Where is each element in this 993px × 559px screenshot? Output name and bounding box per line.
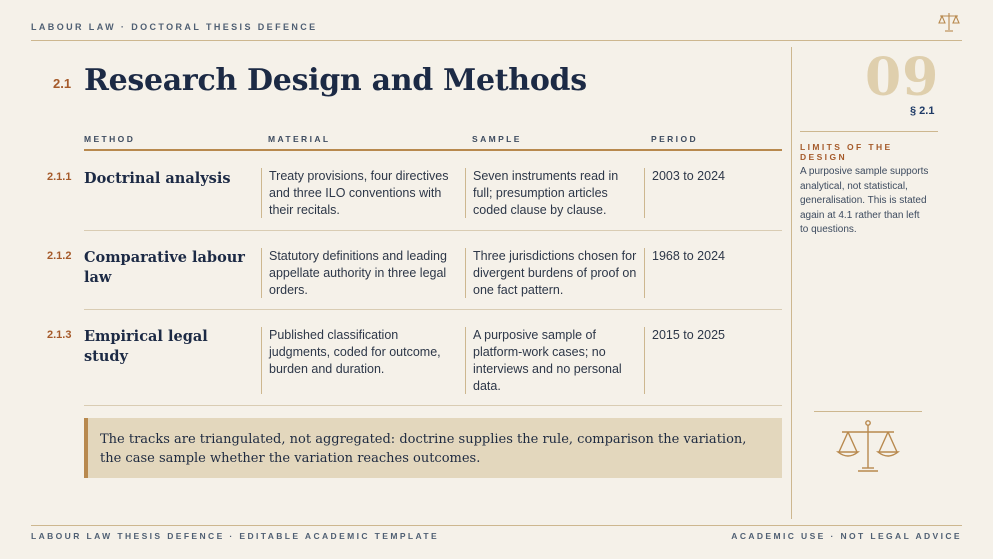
column-header-sample: SAMPLE [472, 134, 522, 144]
method-name: Empirical legal study [84, 328, 208, 365]
callout-line: The tracks are triangulated, not aggregated: doctrine supplies the rule, comparison the variation, [100, 432, 747, 447]
row-divider [84, 309, 782, 310]
callout-line: the case sample whether the variation reaches outcomes. [100, 451, 481, 466]
sample-cell: Three jurisdictions chosen for divergent burdens of proof on one fact pattern. [465, 248, 637, 298]
slide-number: 09 [865, 47, 940, 108]
sidebar-heading: LIMITS OF THE DESIGN [800, 142, 893, 162]
table-header-rule [84, 149, 782, 151]
sidebar-rule [800, 131, 938, 132]
column-header-method: METHOD [84, 134, 136, 144]
sidebar-body: A purposive sample supports analytical, not statistical, generalisation. This is stated again at 4.1 rather than left to questions. [800, 166, 929, 235]
column-header-material: MATERIAL [268, 134, 331, 144]
row-number: 2.1.1 [47, 171, 72, 183]
row-number: 2.1.3 [47, 329, 72, 341]
section-reference: § 2.1 [910, 105, 935, 117]
callout-box [84, 418, 782, 478]
footer-rule [31, 525, 962, 526]
footer-right: ACADEMIC USE · NOT LEGAL ADVICE [731, 531, 962, 541]
material-cell: Published classification judgments, coded for outcome, burden and duration. [261, 327, 457, 394]
period-cell: 2015 to 2025 [644, 327, 774, 394]
method-name: Doctrinal analysis [84, 170, 231, 187]
period-cell: 2003 to 2024 [644, 168, 774, 218]
header-rule [31, 40, 962, 41]
sidebar-divider [791, 47, 792, 519]
sample-cell: Seven instruments read in full; presumption articles coded clause by clause. [465, 168, 637, 218]
column-header-period: PERIOD [651, 134, 698, 144]
header-label: LABOUR LAW · DOCTORAL THESIS DEFENCE [31, 22, 318, 32]
material-cell: Treaty provisions, four directives and three ILO conventions with their recitals. [261, 168, 457, 218]
scales-of-justice-icon [937, 11, 961, 33]
sidebar-rule [814, 411, 922, 412]
footer-left: LABOUR LAW THESIS DEFENCE · EDITABLE ACADEMIC TEMPLATE [31, 531, 440, 541]
section-number: 2.1 [53, 76, 72, 91]
method-name: Comparative labour law [84, 249, 245, 286]
row-number: 2.1.2 [47, 250, 72, 262]
sample-cell: A purposive sample of platform-work cases; no interviews and no personal data. [465, 327, 637, 394]
period-cell: 1968 to 2024 [644, 248, 774, 298]
page-title: Research Design and Methods [84, 63, 587, 98]
scales-of-justice-icon [834, 418, 902, 476]
row-divider [84, 230, 782, 231]
material-cell: Statutory definitions and leading appellate authority in three legal orders. [261, 248, 457, 298]
row-divider [84, 405, 782, 406]
